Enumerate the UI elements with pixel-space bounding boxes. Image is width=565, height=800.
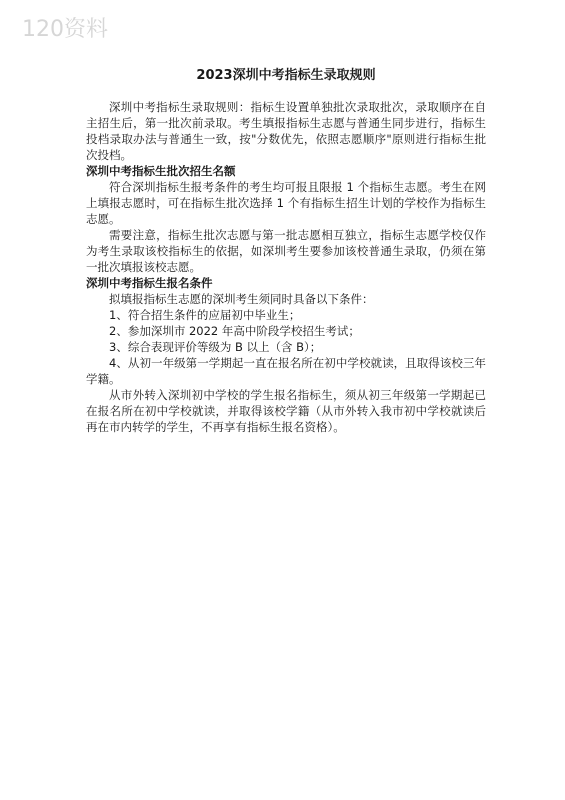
section-heading-conditions: 深圳中考指标生报名条件 — [86, 276, 213, 290]
section-heading-quota: 深圳中考指标生批次招生名额 — [86, 164, 236, 178]
quota-paragraph-1: 符合深圳指标生报考条件的考生均可报且限报 1 个指标生志愿。考生在网上填报志愿时，可在指标生批次选择 1 个有指标生招生计划的学校作为指标生志愿。 — [86, 180, 486, 226]
condition-item: 3、综合表现评价等级为 B 以上（含 B）； — [109, 340, 322, 354]
condition-item: 1、符合招生条件的应届初中毕业生； — [109, 308, 301, 322]
condition-item: 2、参加深圳市 2022 年高中阶段学校招生考试； — [109, 324, 360, 338]
conditions-intro: 拟填报指标生志愿的深圳考生须同时具备以下条件： — [109, 292, 374, 306]
document-title: 2023深圳中考指标生录取规则 — [196, 68, 376, 83]
watermark-logo: 120资料 — [22, 17, 108, 42]
intro-paragraph: 深圳中考指标生录取规则：指标生设置单独批次录取批次，录取顺序在自主招生后，第一批次前录取。考生填报指标生志愿与普通生同步进行，指标生投档录取办法与普通生一致，按"分数优先，依照志愿顺序"原则进行指标生批次投档。 — [86, 100, 486, 162]
document-body — [86, 68, 486, 435]
transfer-paragraph: 从市外转入深圳初中学校的学生报名指标生，须从初三年级第一学期起已在报名所在初中学校就读，并取得该校学籍（从市外转入我市初中学校就读后再在市内转学的学生，不再享有指标生报名资格）。 — [86, 388, 486, 434]
quota-paragraph-2: 需要注意，指标生批次志愿与第一批志愿相互独立，指标生志愿学校仅作为考生录取该校指标生的依据，如深圳考生要参加该校普通生录取，仍须在第一批次填报该校志愿。 — [86, 228, 486, 274]
condition-item: 4、从初一年级第一学期起一直在报名所在初中学校就读，且取得该校三年学籍。 — [86, 356, 486, 386]
